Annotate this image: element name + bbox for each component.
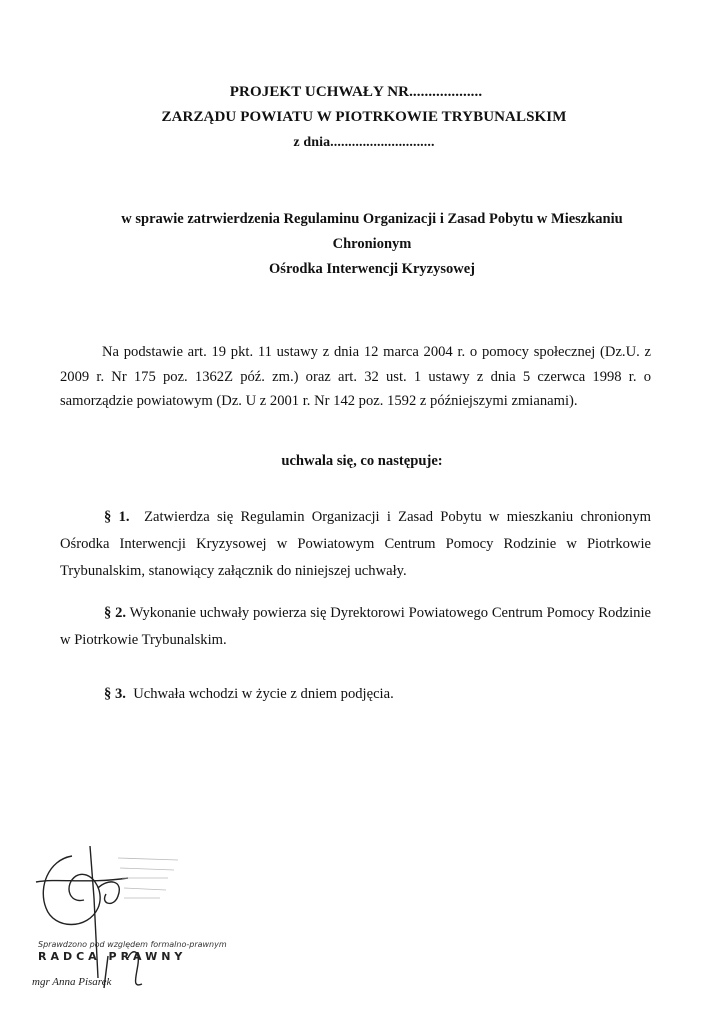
- section-1-number: § 1.: [104, 509, 130, 525]
- subject-line-1: w sprawie zatrwierdzenia Regulaminu Organizacji i Zasad Pobytu w Mieszkaniu: [121, 211, 623, 227]
- section-3: [60, 681, 651, 708]
- stamp-title: RADCA PRAWNY: [38, 950, 187, 963]
- resolves-heading: uchwala się, co następuje:: [281, 453, 443, 469]
- resolution-date: z dnia.............................: [293, 135, 435, 150]
- legal-basis-paragraph: Na podstawie art. 19 pkt. 11 ustawy z dnia 12 marca 2004 r. o pomocy społecznej (Dz.U. z 2009 r. Nr 175 poz. 1362Z póź. zm.) oraz art. 32 ust. 1 ustawy z dnia 5 czerwca 1998 r. o samorządzie powiatowym (Dz. U z 2001 r. Nr 142 poz. 1592 z późniejszymi zmianami).: [60, 344, 651, 409]
- section-1: [60, 504, 651, 585]
- subject-line-2: Chronionym: [332, 236, 412, 252]
- stamp-name: mgr Anna Pisarek: [32, 976, 112, 988]
- section-1-text: Zatwierdza się Regulamin Organizacji i Zasad Pobytu w mieszkaniu chronionym Ośrodka Interwencji Kryzysowej w Powiatowym Centrum Pomocy Rodzinie w Piotrkowie Trybunalskim, stanowiący załącznik do niniejszej uchwały.: [60, 509, 651, 579]
- section-3-number: § 3.: [104, 686, 126, 702]
- board-name: ZARZĄDU POWIATU W PIOTRKOWIE TRYBUNALSKIM: [161, 109, 567, 125]
- section-3-text: Uchwała wchodzi w życie z dniem podjęcia.: [133, 686, 394, 702]
- section-2-text: Wykonanie uchwały powierza się Dyrektorowi Powiatowego Centrum Pomocy Rodzinie w Piotrkowie Trybunalskim.: [60, 605, 651, 648]
- resolution-title: PROJEKT UCHWAŁY NR...................: [229, 84, 483, 100]
- signature-scribble: [28, 838, 228, 998]
- resolution-subject: [60, 207, 684, 282]
- subject-line-3: Ośrodka Interwencji Kryzysowej: [269, 261, 475, 277]
- section-2: [60, 600, 651, 654]
- stamp-caption: Sprawdzono pod względem formalno-prawnym: [38, 940, 227, 949]
- legal-advisor-stamp: [28, 838, 228, 998]
- section-2-number: § 2.: [104, 605, 127, 621]
